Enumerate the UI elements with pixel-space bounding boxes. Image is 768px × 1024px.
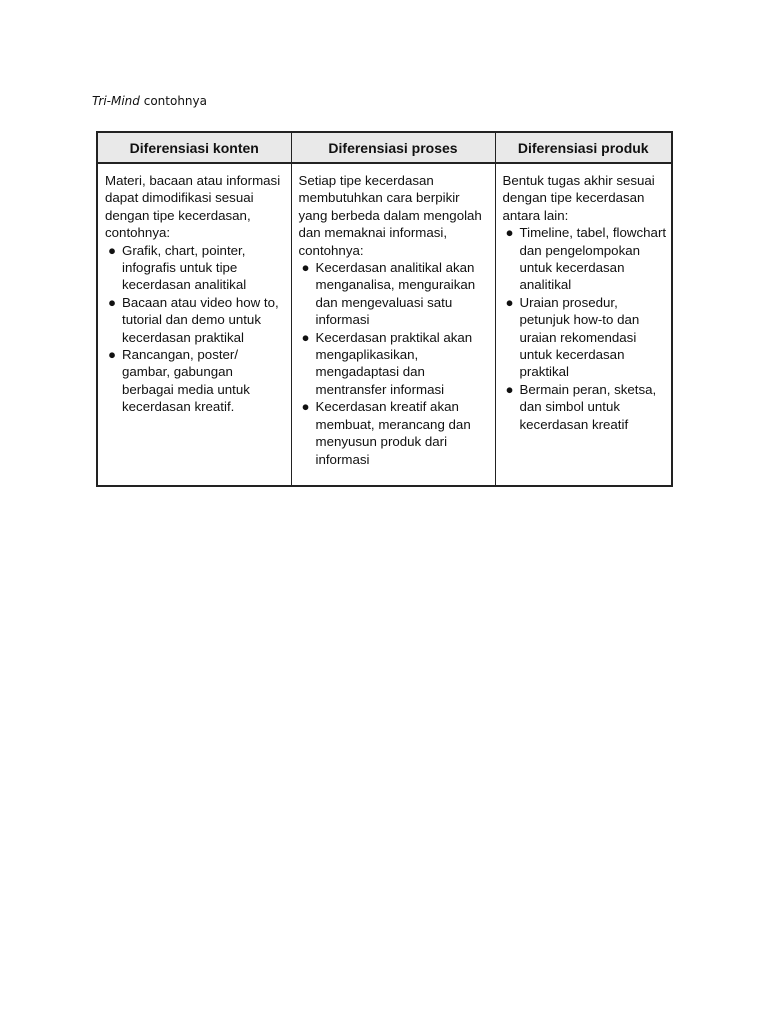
cell-proses [291, 163, 495, 486]
list-item-text: Grafik, chart, pointer, infografis untuk tipe kecerdasan analitikal [122, 242, 247, 293]
bullet-icon: ● [301, 329, 310, 345]
list-item [105, 346, 287, 416]
bullet-icon: ● [301, 399, 310, 415]
list-item [105, 294, 287, 346]
list-item-text: Rancangan, poster/ gambar, gabungan berbagai media untuk kecerdasan kreatif. [122, 347, 250, 415]
header-diferensiasi-produk: Diferensiasi produk [495, 132, 672, 163]
bullet-list [105, 242, 287, 416]
caption-rest: contohnya [139, 94, 207, 108]
list-item-text: Bermain peran, sketsa, dan simbol untuk kecerdasan kreatif [519, 381, 657, 432]
bullet-list [503, 224, 668, 433]
cell-intro: Setiap tipe kecerdasan membutuhkan cara berpikir yang berbeda dalam mengolah dan memaknai informasi, contohnya: [298, 173, 482, 258]
list-item-text: Kecerdasan kreatif akan membuat, merancang dan menyusun produk dari informasi [315, 399, 471, 467]
table-row [97, 163, 672, 486]
list-item [299, 398, 491, 468]
list-item [105, 242, 287, 294]
list-item [299, 259, 491, 329]
bullet-icon: ● [301, 260, 310, 276]
list-item [503, 224, 668, 294]
bullet-icon: ● [108, 242, 117, 258]
list-item-text: Timeline, tabel, flowchart dan pengelompokan untuk kecerdasan analitikal [519, 225, 667, 293]
caption-italic: Tri-Mind [92, 94, 140, 108]
differentiation-table [96, 131, 673, 487]
bullet-icon: ● [505, 381, 514, 397]
header-diferensiasi-konten: Diferensiasi konten [97, 132, 291, 163]
list-item [503, 381, 668, 433]
bullet-list [299, 259, 491, 468]
list-item [503, 294, 668, 381]
table-caption [92, 94, 207, 108]
list-item-text: Kecerdasan praktikal akan mengaplikasikan, mengadaptasi dan mentransfer informasi [315, 329, 473, 397]
header-diferensiasi-proses: Diferensiasi proses [291, 132, 495, 163]
bullet-icon: ● [505, 294, 514, 310]
list-item-text: Kecerdasan analitikal akan menganalisa, menguraikan dan mengevaluasi satu informasi [315, 260, 476, 328]
cell-intro: Bentuk tugas akhir sesuai dengan tipe kecerdasan antara lain: [502, 173, 655, 223]
list-item-text: Uraian prosedur, petunjuk how-to dan uraian rekomendasi untuk kecerdasan praktikal [519, 294, 640, 380]
cell-intro: Materi, bacaan atau informasi dapat dimodifikasi sesuai dengan tipe kecerdasan, contohnya: [105, 173, 281, 241]
cell-produk [495, 163, 672, 486]
differentiation-table-wrapper [96, 131, 671, 487]
bullet-icon: ● [108, 347, 117, 363]
bullet-icon: ● [505, 225, 514, 241]
list-item [299, 329, 491, 399]
table-header-row [97, 132, 672, 163]
cell-konten [97, 163, 291, 486]
list-item-text: Bacaan atau video how to, tutorial dan demo untuk kecerdasan praktikal [122, 294, 279, 345]
bullet-icon: ● [108, 294, 117, 310]
